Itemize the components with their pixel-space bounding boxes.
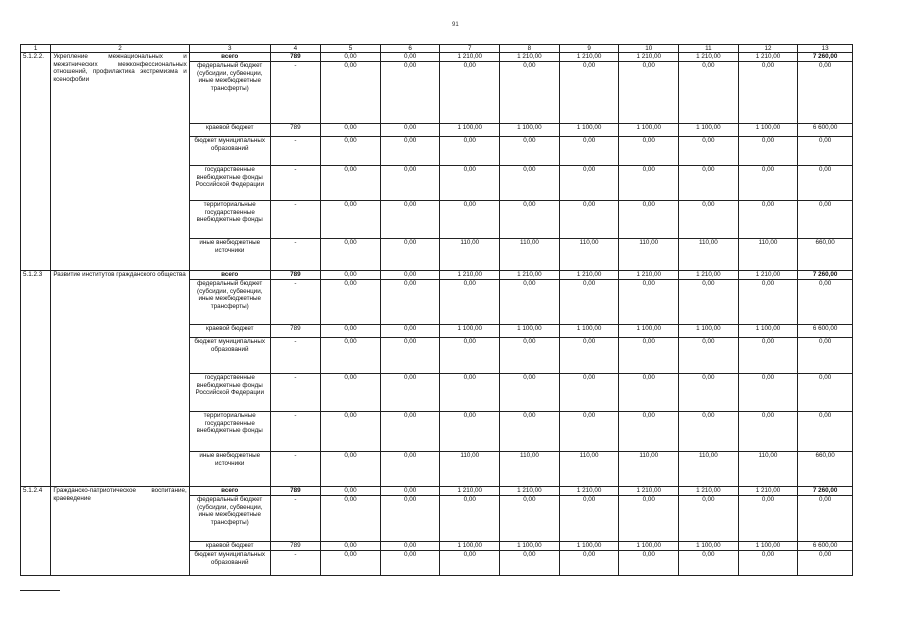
value-cell: 0,00 (380, 551, 440, 576)
item-name: Гражданско-патриотическое воспитание, краеведение (51, 487, 189, 576)
value-cell: 0,00 (798, 280, 853, 325)
value-cell: 0,00 (380, 239, 440, 271)
value-cell: 0,00 (559, 412, 619, 452)
value-cell: 1 210,00 (738, 271, 798, 280)
value-cell: 0,00 (798, 374, 853, 412)
header-cell: 8 (500, 45, 560, 53)
header-cell: 12 (738, 45, 798, 53)
column-4-value: - (270, 551, 321, 576)
header-cell: 2 (51, 45, 189, 53)
funding-source: иные внебюджетные источники (189, 239, 270, 271)
value-cell: 1 210,00 (738, 487, 798, 496)
value-cell: 0,00 (798, 412, 853, 452)
value-cell: 1 100,00 (679, 325, 739, 338)
value-cell: 0,00 (500, 137, 560, 166)
value-cell: 1 100,00 (679, 542, 739, 551)
value-cell: 0,00 (559, 496, 619, 542)
value-cell: 110,00 (500, 239, 560, 271)
funding-source: государственные внебюджетные фонды Российской Федерации (189, 374, 270, 412)
value-cell: 110,00 (679, 239, 739, 271)
value-cell: 0,00 (559, 551, 619, 576)
funding-source: бюджет муниципальных образований (189, 137, 270, 166)
table-row (21, 53, 853, 62)
value-cell: 0,00 (380, 325, 440, 338)
value-cell: 0,00 (321, 62, 381, 124)
header-cell: 5 (321, 45, 381, 53)
table-row (21, 271, 853, 280)
value-cell: 0,00 (679, 551, 739, 576)
value-cell: 0,00 (619, 62, 679, 124)
value-cell: 1 100,00 (500, 124, 560, 137)
value-cell: 0,00 (380, 338, 440, 374)
value-cell: 0,00 (798, 137, 853, 166)
value-cell: 1 210,00 (559, 271, 619, 280)
value-cell: 0,00 (440, 137, 500, 166)
value-cell: 0,00 (321, 452, 381, 487)
funding-source: федеральный бюджет (субсидии, субвенции, иные межбюджетные трансферты) (189, 280, 270, 325)
value-cell: 0,00 (738, 280, 798, 325)
funding-source: государственные внебюджетные фонды Российской Федерации (189, 166, 270, 201)
value-cell: 1 210,00 (619, 487, 679, 496)
value-cell: 0,00 (559, 374, 619, 412)
value-cell: 1 100,00 (500, 542, 560, 551)
funding-source: территориальные государственные внебюджетные фонды (189, 412, 270, 452)
header-cell: 1 (21, 45, 51, 53)
value-cell: 0,00 (500, 338, 560, 374)
item-name: Развитие институтов гражданского общества (51, 271, 189, 487)
value-cell: 0,00 (738, 496, 798, 542)
value-cell: 0,00 (559, 166, 619, 201)
value-cell: 0,00 (380, 166, 440, 201)
value-cell: 0,00 (380, 542, 440, 551)
value-cell: 1 210,00 (679, 53, 739, 62)
value-cell: 0,00 (380, 62, 440, 124)
value-cell: 0,00 (500, 412, 560, 452)
value-cell: 1 100,00 (440, 542, 500, 551)
value-cell: 0,00 (679, 374, 739, 412)
value-cell: 110,00 (679, 452, 739, 487)
value-cell: 0,00 (679, 496, 739, 542)
value-cell: 0,00 (380, 487, 440, 496)
value-cell: 0,00 (321, 124, 381, 137)
value-cell: 0,00 (440, 374, 500, 412)
column-4-value: 789 (270, 542, 321, 551)
value-cell: 0,00 (500, 496, 560, 542)
value-cell: 0,00 (619, 412, 679, 452)
column-4-value: 789 (270, 124, 321, 137)
value-cell: 0,00 (321, 496, 381, 542)
item-code: 5.1.2.3 (21, 271, 51, 487)
value-cell: 1 100,00 (500, 325, 560, 338)
value-cell: 0,00 (440, 280, 500, 325)
column-4-value: - (270, 62, 321, 124)
value-cell: 0,00 (619, 137, 679, 166)
value-cell: 0,00 (679, 201, 739, 239)
value-cell: 1 100,00 (738, 542, 798, 551)
column-4-value: 789 (270, 325, 321, 338)
column-4-value: - (270, 496, 321, 542)
value-cell: 0,00 (500, 280, 560, 325)
value-cell: 0,00 (798, 551, 853, 576)
value-cell: 1 100,00 (679, 124, 739, 137)
value-cell: 0,00 (440, 551, 500, 576)
value-cell: 6 600,00 (798, 124, 853, 137)
value-cell: 0,00 (440, 496, 500, 542)
value-cell: 0,00 (619, 374, 679, 412)
value-cell: 0,00 (559, 137, 619, 166)
column-4-value: 789 (270, 271, 321, 280)
value-cell: 0,00 (500, 374, 560, 412)
value-cell: 0,00 (679, 62, 739, 124)
value-cell: 1 210,00 (440, 271, 500, 280)
value-cell: 0,00 (738, 137, 798, 166)
value-cell: 110,00 (619, 452, 679, 487)
value-cell: 7 260,00 (798, 271, 853, 280)
value-cell: 1 210,00 (559, 487, 619, 496)
value-cell: 0,00 (559, 280, 619, 325)
value-cell: 0,00 (500, 62, 560, 124)
value-cell: 0,00 (738, 338, 798, 374)
value-cell: 0,00 (321, 166, 381, 201)
value-cell: 1 100,00 (559, 325, 619, 338)
value-cell: 1 100,00 (738, 124, 798, 137)
value-cell: 0,00 (321, 271, 381, 280)
funding-source: всего (189, 487, 270, 496)
funding-source: всего (189, 53, 270, 62)
value-cell: 0,00 (738, 62, 798, 124)
value-cell: 1 210,00 (500, 487, 560, 496)
item-name: Укрепление межнациональных и межэтнических межконфессиональных отношений, профилактика экстремизма и ксенофобии (51, 53, 189, 271)
value-cell: 110,00 (738, 239, 798, 271)
value-cell: 1 210,00 (619, 271, 679, 280)
value-cell: 0,00 (559, 201, 619, 239)
funding-source: бюджет муниципальных образований (189, 338, 270, 374)
value-cell: 0,00 (679, 412, 739, 452)
value-cell: 0,00 (619, 166, 679, 201)
value-cell: 0,00 (321, 53, 381, 62)
header-cell: 3 (189, 45, 270, 53)
value-cell: 1 210,00 (440, 53, 500, 62)
column-4-value: - (270, 137, 321, 166)
value-cell: 0,00 (679, 166, 739, 201)
value-cell: 0,00 (380, 452, 440, 487)
value-cell: 0,00 (380, 374, 440, 412)
value-cell: 0,00 (440, 62, 500, 124)
header-cell: 11 (679, 45, 739, 53)
value-cell: 110,00 (500, 452, 560, 487)
table-body (21, 45, 853, 576)
value-cell: 0,00 (738, 551, 798, 576)
value-cell: 0,00 (619, 496, 679, 542)
value-cell: 0,00 (321, 280, 381, 325)
value-cell: 0,00 (380, 137, 440, 166)
funding-source: всего (189, 271, 270, 280)
value-cell: 1 210,00 (679, 271, 739, 280)
value-cell: 0,00 (380, 271, 440, 280)
value-cell: 6 600,00 (798, 542, 853, 551)
value-cell: 0,00 (380, 124, 440, 137)
value-cell: 1 210,00 (559, 53, 619, 62)
value-cell: 1 100,00 (440, 325, 500, 338)
value-cell: 1 210,00 (679, 487, 739, 496)
item-code: 5.1.2.2. (21, 53, 51, 271)
value-cell: 1 210,00 (619, 53, 679, 62)
value-cell: 110,00 (738, 452, 798, 487)
value-cell: 0,00 (380, 496, 440, 542)
header-row (21, 45, 853, 53)
value-cell: 1 210,00 (500, 271, 560, 280)
funding-source: федеральный бюджет (субсидии, субвенции, иные межбюджетные трансферты) (189, 62, 270, 124)
funding-source: федеральный бюджет (субсидии, субвенции, иные межбюджетные трансферты) (189, 496, 270, 542)
column-4-value: - (270, 374, 321, 412)
value-cell: 7 260,00 (798, 487, 853, 496)
value-cell: 110,00 (559, 452, 619, 487)
value-cell: 1 210,00 (500, 53, 560, 62)
value-cell: 7 260,00 (798, 53, 853, 62)
value-cell: 0,00 (679, 280, 739, 325)
value-cell: 0,00 (440, 201, 500, 239)
column-4-value: 789 (270, 53, 321, 62)
value-cell: 0,00 (798, 166, 853, 201)
column-4-value: - (270, 452, 321, 487)
value-cell: 0,00 (738, 201, 798, 239)
value-cell: 0,00 (500, 201, 560, 239)
funding-source: краевой бюджет (189, 542, 270, 551)
value-cell: 0,00 (798, 338, 853, 374)
funding-source: краевой бюджет (189, 325, 270, 338)
value-cell: 0,00 (500, 166, 560, 201)
value-cell: 660,00 (798, 239, 853, 271)
bottom-rule (20, 590, 60, 591)
value-cell: 0,00 (321, 542, 381, 551)
column-4-value: - (270, 412, 321, 452)
value-cell: 110,00 (559, 239, 619, 271)
value-cell: 1 100,00 (559, 124, 619, 137)
column-4-value: 789 (270, 487, 321, 496)
value-cell: 0,00 (321, 338, 381, 374)
value-cell: 0,00 (500, 551, 560, 576)
value-cell: 660,00 (798, 452, 853, 487)
value-cell: 0,00 (380, 201, 440, 239)
value-cell: 0,00 (619, 280, 679, 325)
value-cell: 0,00 (321, 325, 381, 338)
value-cell: 0,00 (679, 338, 739, 374)
page-number: 91 (452, 22, 459, 28)
value-cell: 1 100,00 (738, 325, 798, 338)
header-cell: 6 (380, 45, 440, 53)
value-cell: 0,00 (679, 137, 739, 166)
value-cell: 0,00 (798, 201, 853, 239)
table-row (21, 487, 853, 496)
value-cell: 0,00 (738, 374, 798, 412)
value-cell: 0,00 (738, 166, 798, 201)
value-cell: 0,00 (321, 201, 381, 239)
value-cell: 0,00 (380, 412, 440, 452)
value-cell: 0,00 (380, 53, 440, 62)
funding-source: иные внебюджетные источники (189, 452, 270, 487)
value-cell: 0,00 (559, 338, 619, 374)
header-cell: 7 (440, 45, 500, 53)
value-cell: 0,00 (619, 338, 679, 374)
value-cell: 0,00 (440, 338, 500, 374)
value-cell: 1 100,00 (619, 325, 679, 338)
value-cell: 0,00 (440, 412, 500, 452)
value-cell: 1 100,00 (619, 124, 679, 137)
value-cell: 1 100,00 (619, 542, 679, 551)
value-cell: 0,00 (440, 166, 500, 201)
value-cell: 0,00 (380, 280, 440, 325)
value-cell: 110,00 (619, 239, 679, 271)
value-cell: 1 100,00 (559, 542, 619, 551)
value-cell: 0,00 (321, 374, 381, 412)
budget-table (20, 44, 853, 576)
value-cell: 0,00 (798, 62, 853, 124)
value-cell: 0,00 (798, 496, 853, 542)
value-cell: 0,00 (738, 412, 798, 452)
column-4-value: - (270, 166, 321, 201)
item-code: 5.1.2.4 (21, 487, 51, 576)
value-cell: 1 210,00 (440, 487, 500, 496)
value-cell: 0,00 (619, 201, 679, 239)
header-cell: 9 (559, 45, 619, 53)
header-cell: 13 (798, 45, 853, 53)
value-cell: 0,00 (321, 487, 381, 496)
value-cell: 0,00 (559, 62, 619, 124)
value-cell: 0,00 (321, 137, 381, 166)
column-4-value: - (270, 201, 321, 239)
value-cell: 0,00 (321, 551, 381, 576)
value-cell: 110,00 (440, 239, 500, 271)
value-cell: 0,00 (321, 412, 381, 452)
funding-source: территориальные государственные внебюджетные фонды (189, 201, 270, 239)
column-4-value: - (270, 280, 321, 325)
header-cell: 10 (619, 45, 679, 53)
value-cell: 6 600,00 (798, 325, 853, 338)
column-4-value: - (270, 338, 321, 374)
value-cell: 0,00 (619, 551, 679, 576)
header-cell: 4 (270, 45, 321, 53)
funding-source: бюджет муниципальных образований (189, 551, 270, 576)
funding-source: краевой бюджет (189, 124, 270, 137)
column-4-value: - (270, 239, 321, 271)
value-cell: 0,00 (321, 239, 381, 271)
value-cell: 1 100,00 (440, 124, 500, 137)
value-cell: 110,00 (440, 452, 500, 487)
value-cell: 1 210,00 (738, 53, 798, 62)
